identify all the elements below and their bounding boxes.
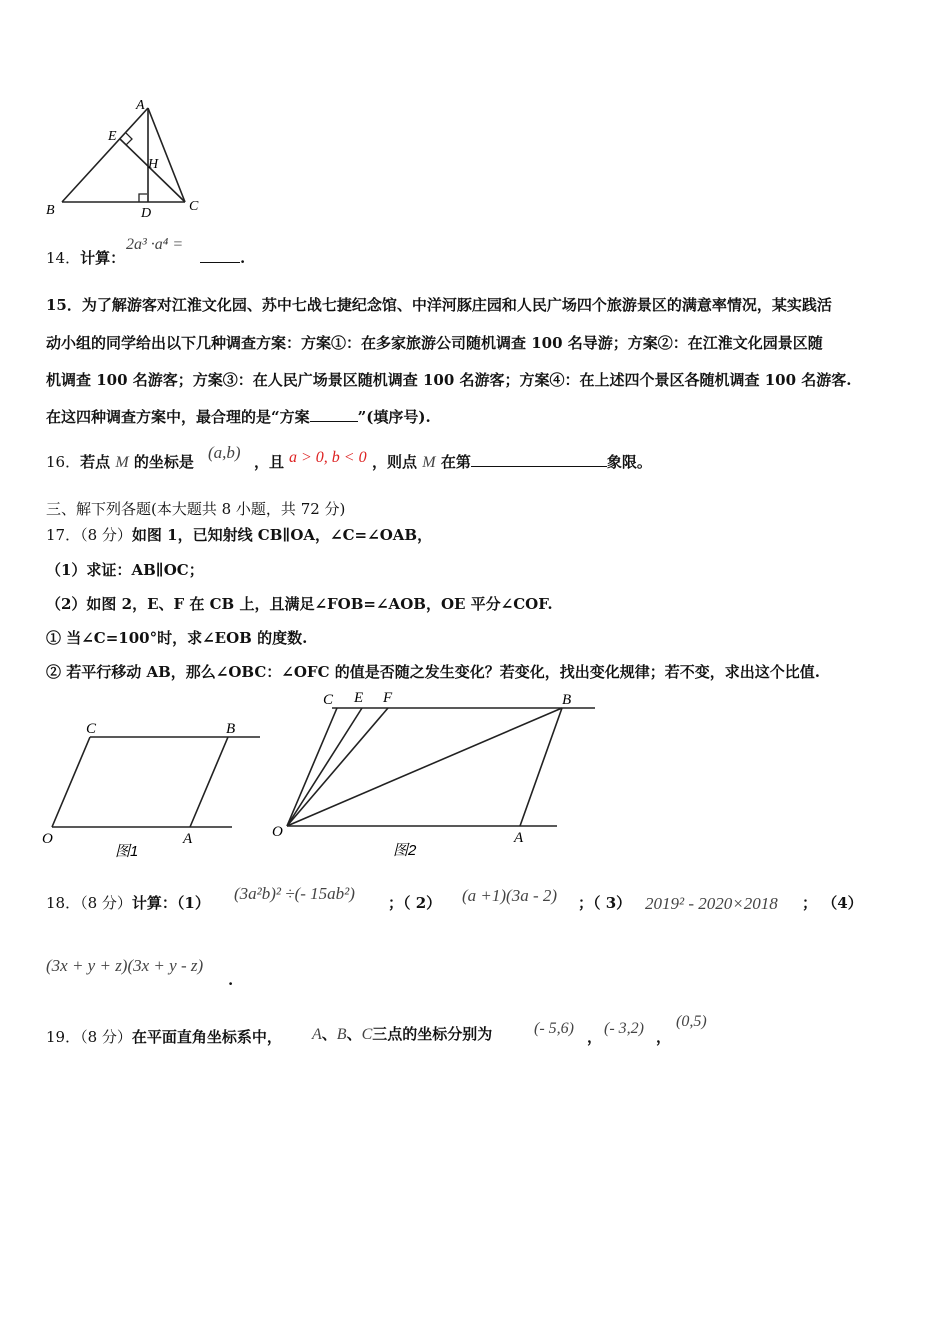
- triangle-figure: [40, 96, 210, 221]
- label-H: H: [148, 157, 159, 172]
- q17-line3: （2）如图 2，E、F 在 CB 上，且满足∠FOB=∠AOB，OE 平分∠COF.: [46, 595, 553, 613]
- q19-sep-a: 、: [321, 1025, 337, 1043]
- q18-expr3: 2019² - 2020×2018: [645, 894, 778, 913]
- fig2-label-F: F: [383, 690, 393, 706]
- fig2-label-E: E: [354, 690, 364, 706]
- q15-line4b: ”(填序号).: [357, 408, 431, 426]
- q18-expr2: (a +1)(3a - 2): [462, 886, 558, 905]
- q18-expr1: (3a²b)² ÷(- 15ab²): [234, 884, 355, 903]
- q16-point-M-2: M: [422, 454, 436, 471]
- q14-label: 计算：: [80, 249, 126, 267]
- q18-intro: [46, 893, 210, 913]
- figure-1: [40, 715, 270, 865]
- fig1-label-O: O: [42, 831, 53, 847]
- q16-condition: a > 0, b < 0: [289, 449, 367, 466]
- fig2-label-B: B: [562, 692, 572, 708]
- label-A: A: [136, 98, 145, 113]
- q18-part1: （1）: [176, 894, 210, 912]
- q14-number: 14．: [46, 249, 81, 267]
- q18-expr4: (3x + y + z)(3x + y - z): [46, 956, 204, 975]
- label-B: B: [46, 203, 55, 218]
- question-14: [46, 248, 125, 268]
- q16-tail: [372, 452, 652, 473]
- q18-part4: [802, 893, 863, 913]
- q19-intro: [46, 1027, 282, 1047]
- q15-blank[interactable]: [310, 407, 358, 422]
- q19-coord2: (- 3,2): [604, 1020, 644, 1037]
- q14-blank[interactable]: [200, 248, 240, 263]
- q17-stem: 如图 1，已知射线 CB∥OA，∠C=∠OAB，: [131, 526, 433, 544]
- q16-text4: ，则点: [372, 453, 418, 471]
- fig1-label-B: B: [226, 721, 236, 737]
- q16-text2: 的坐标是: [133, 453, 194, 471]
- q15-line4a: 在这四种调查方案中，最合理的是“方案: [46, 408, 310, 426]
- q16-text6: 象限。: [606, 453, 652, 471]
- q18-part2-label: （ 2）: [403, 894, 442, 912]
- fig1-caption: 图1: [115, 843, 139, 860]
- q19-coord3: (0,5): [676, 1013, 707, 1030]
- q15-line4: [46, 407, 431, 427]
- figure-2: [265, 688, 605, 868]
- q19-point-B: B: [336, 1026, 347, 1043]
- q14-answer-area: [200, 248, 245, 268]
- section-heading: 三、解下列各题(本大题共 8 小题，共 72 分): [46, 500, 346, 518]
- label-D: D: [141, 206, 152, 221]
- q17-line1: [46, 525, 432, 545]
- q18-part4-label: （4）: [822, 894, 863, 912]
- q14-end: .: [240, 249, 246, 267]
- label-C: C: [189, 199, 199, 214]
- q16-text5: 在第: [440, 453, 471, 471]
- q18-sep3: ；: [802, 894, 818, 912]
- q17-line4: ① 当∠C=100°时，求∠EOB 的度数.: [46, 629, 308, 647]
- q18-sep1: ；: [388, 894, 404, 912]
- q19-comma2: ，: [656, 1028, 672, 1046]
- q16-coord: (a,b): [208, 443, 241, 462]
- q17-line5: ② 若平行移动 AB，那么∠OBC：∠OFC 的值是否随之发生变化？若变化，找出变化规律；若不变，求出这个比值.: [46, 663, 820, 681]
- fig2-label-A: A: [514, 830, 524, 846]
- q15-line3: 机调查 100 名游客；方案③：在人民广场景区随机调查 100 名游客；方案④：在上述四个景区各随机调查 100 名游客.: [46, 371, 852, 389]
- fig1-label-A: A: [183, 831, 193, 847]
- q19-point-A: A: [312, 1026, 322, 1043]
- q19-comma1: ，: [587, 1028, 603, 1046]
- fig1-label-C: C: [86, 721, 97, 737]
- q19-coord1: (- 5,6): [534, 1020, 574, 1037]
- q18-part3-label: （ 3）: [593, 894, 632, 912]
- q16-text3: ，且: [254, 453, 285, 471]
- q19-points: [312, 1024, 492, 1045]
- fig2-caption: 图2: [393, 842, 417, 859]
- q17-number: 17．（8 分）: [46, 526, 132, 544]
- q19-sep-b: 、: [346, 1025, 362, 1043]
- q18-number: 18．（8 分）: [46, 894, 132, 912]
- q16-text1: 若点: [80, 453, 111, 471]
- q16-number: 16．: [46, 453, 81, 471]
- label-E: E: [108, 129, 117, 144]
- q19-number: 19．（8 分）: [46, 1028, 132, 1046]
- q15-line1: 15．为了解游客对江淮文化园、苏中七战七捷纪念馆、中洋河豚庄园和人民广场四个旅游景区的满意率情况，某实践活: [46, 296, 832, 314]
- q16-blank[interactable]: [471, 452, 607, 467]
- q19-text2: 三点的坐标分别为: [372, 1025, 493, 1043]
- q18-part2: [388, 893, 441, 913]
- q14-expression: 2a³ ·a⁴ =: [126, 236, 184, 253]
- q18-part3: [578, 893, 631, 913]
- q16-point-M: M: [115, 454, 129, 471]
- fig2-label-O: O: [272, 824, 283, 840]
- q19-point-C: C: [361, 1026, 373, 1043]
- q15-line2: 动小组的同学给出以下几种调查方案：方案①：在多家旅游公司随机调查 100 名导游；方案②：在江淮文化园景区随: [46, 334, 823, 352]
- fig2-label-C: C: [323, 692, 334, 708]
- q18-label: 计算：: [131, 894, 177, 912]
- q19-text1: 在平面直角坐标系中，: [131, 1028, 282, 1046]
- q18-end: .: [228, 971, 234, 989]
- question-16: [46, 452, 194, 473]
- q17-line2: （1）求证：AB∥OC；: [46, 561, 204, 579]
- q18-sep2: ；: [578, 894, 594, 912]
